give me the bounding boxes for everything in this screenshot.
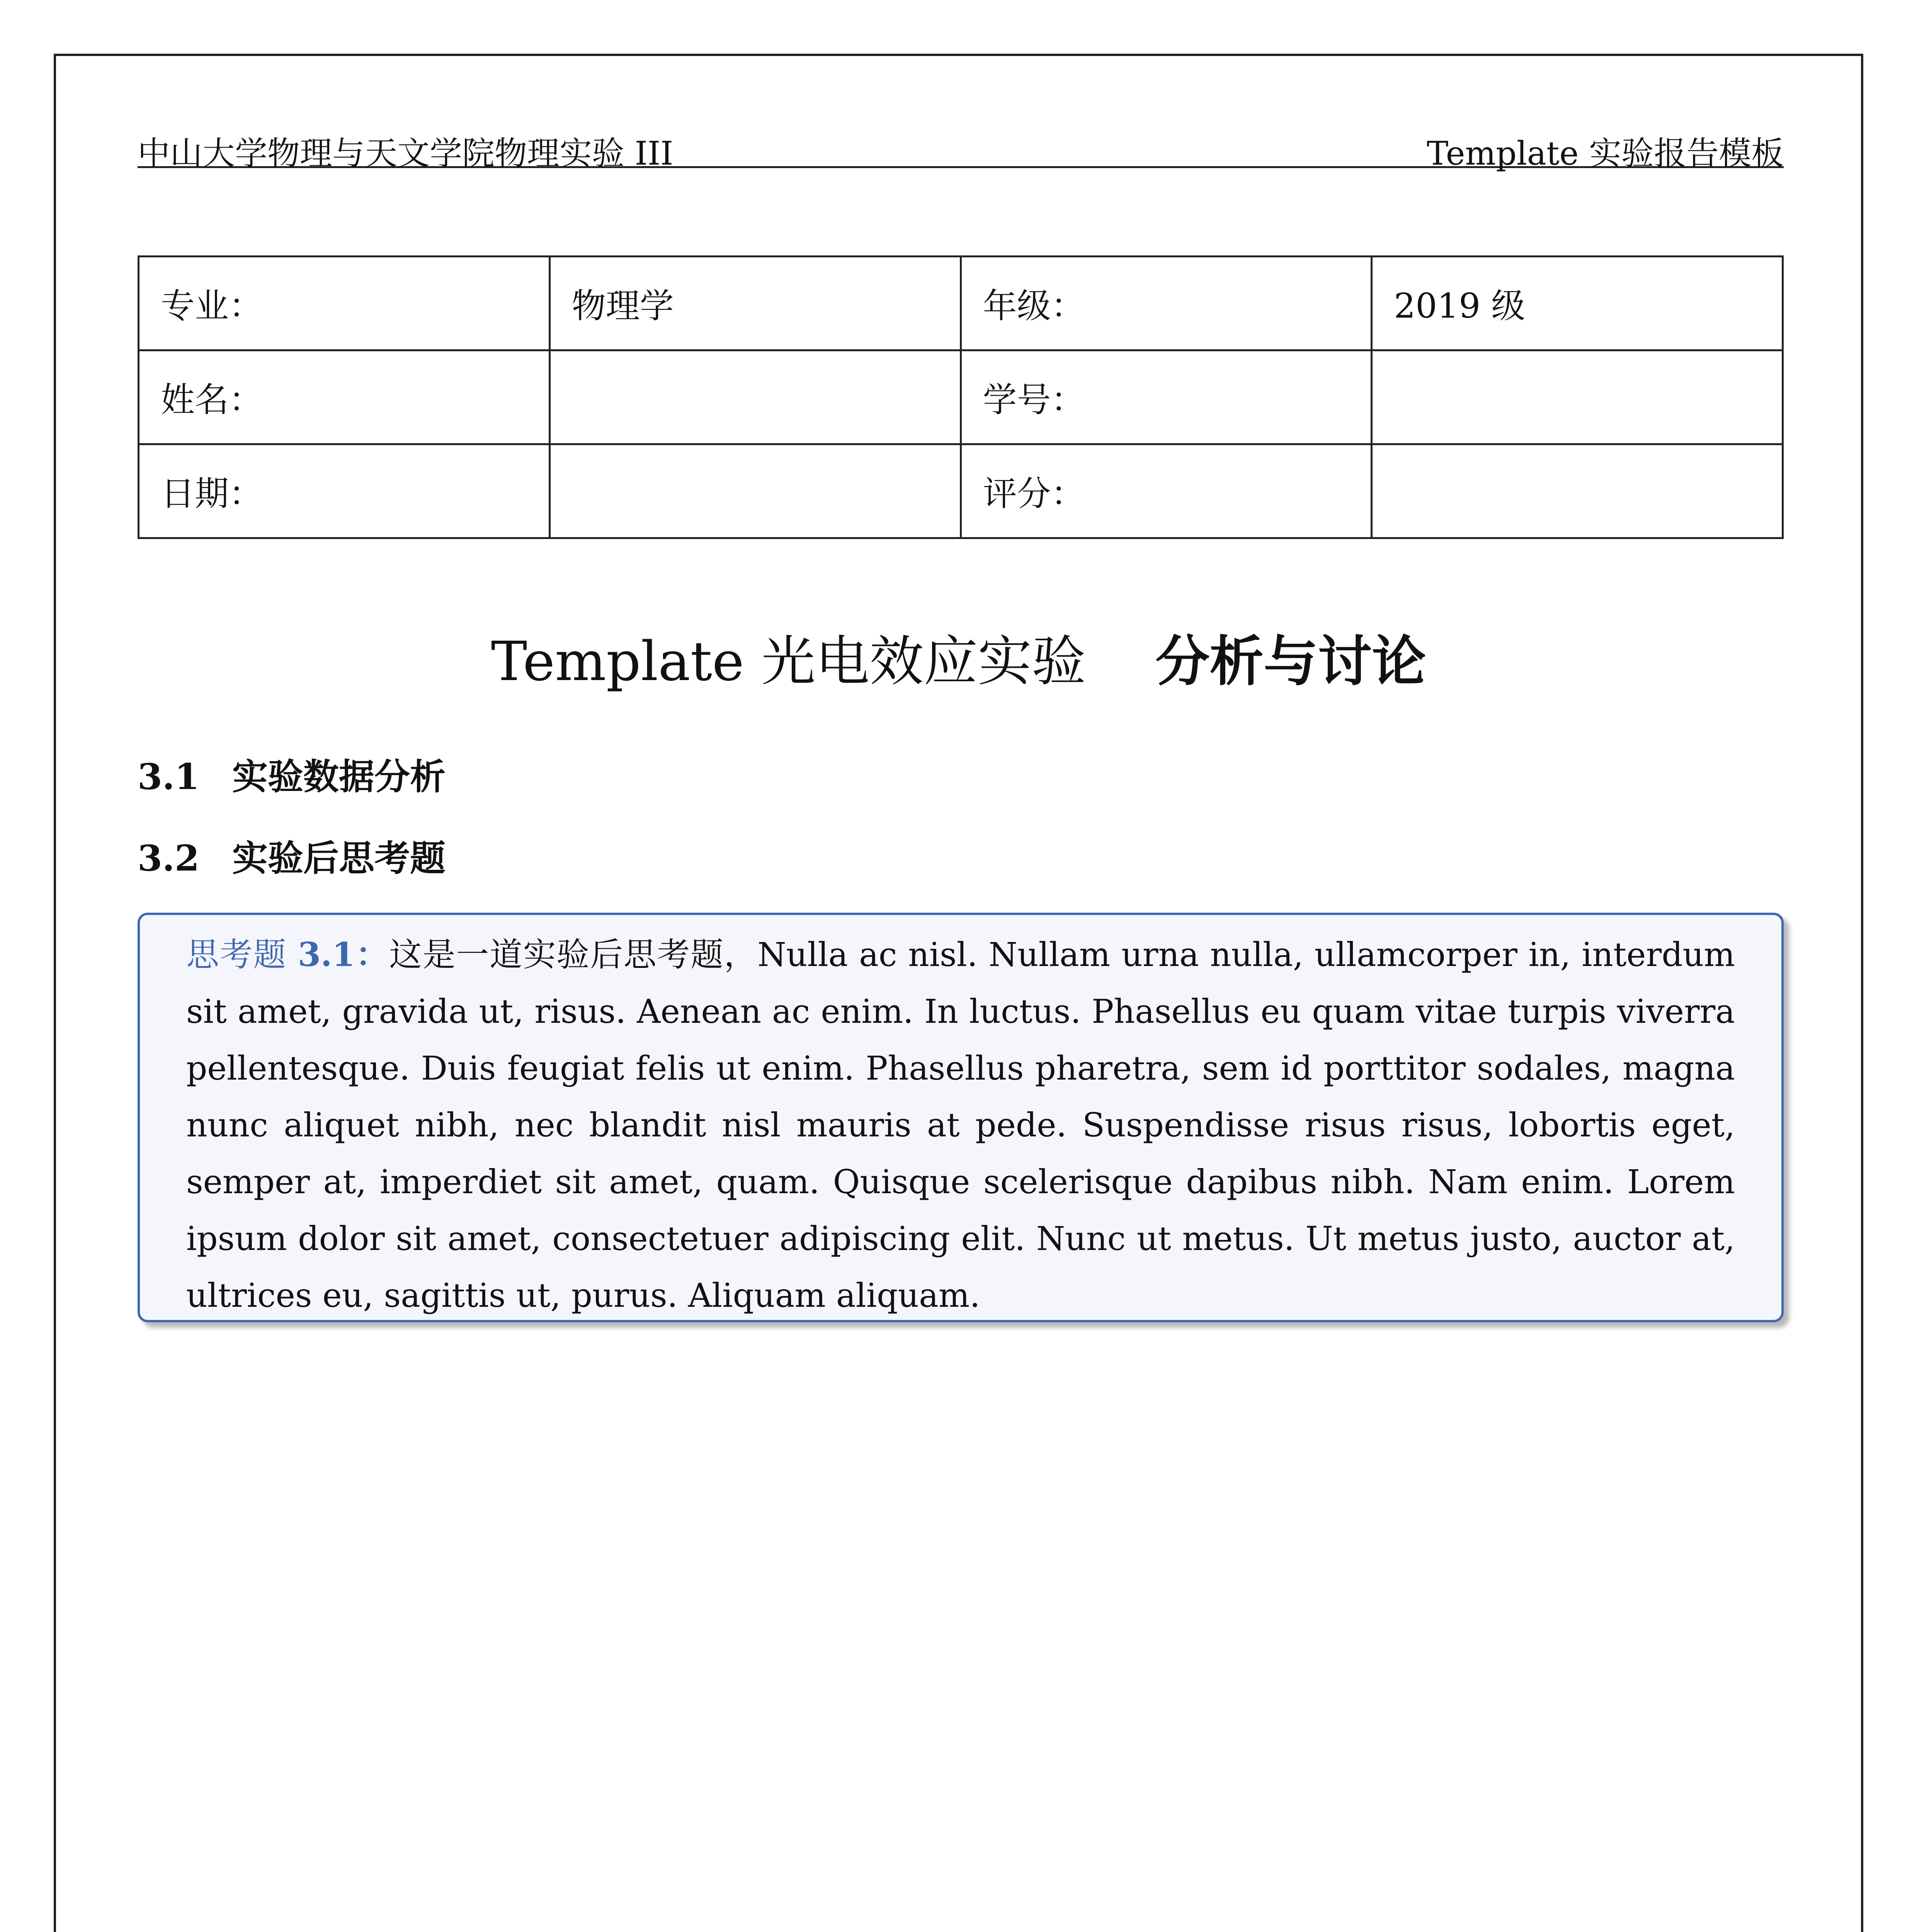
section-number: 3.1 <box>138 756 200 798</box>
title-main: Template 光电效应实验 <box>491 630 1086 693</box>
header-right: Template 实验报告模板 <box>1427 134 1784 172</box>
question-number: 3.1： <box>298 935 389 974</box>
table-cell-value <box>1372 350 1783 444</box>
section-title: 实验数据分析 <box>232 756 446 798</box>
table-cell-label: 专业： <box>139 257 550 350</box>
section-number: 3.2 <box>138 837 200 879</box>
page-header <box>138 128 1784 172</box>
document-title <box>0 618 1917 696</box>
question-text: 这是一道实验后思考题，Nulla ac nisl. Nullam urna nulla, ullamcorper in, interdum sit amet, gravida ut, risus. Aenean ac enim. In luctus. Phasellus eu quam vitae turpis viverra pellentesque. Duis feugiat felis ut enim. Phasellus pharetra, sem id porttitor sodales, magna nunc aliquet nibh, nec blandit nisl mauris at pede. Suspendisse risus risus, lobortis eget, semper at, imperdiet sit amet, quam. Quisque scelerisque dapibus nibh. Nam enim. Lorem ipsum dolor sit amet, consectetuer adipiscing elit. Nunc ut metus. Ut metus justo, auctor at, ultrices eu, sagittis ut, purus. Aliquam aliquam. <box>186 936 1735 1315</box>
title-part: 分析与讨论 <box>1155 630 1426 693</box>
section-heading <box>138 748 446 799</box>
table-cell-label: 评分： <box>961 444 1372 538</box>
section-heading <box>138 830 446 881</box>
table-cell-value <box>1372 444 1783 538</box>
table-cell-label: 学号： <box>961 350 1372 444</box>
table-row <box>139 444 1783 538</box>
table-cell-value <box>549 350 961 444</box>
table-cell-label: 年级： <box>961 257 1372 350</box>
question-label: 思考题 <box>186 936 287 974</box>
table-cell-label: 日期： <box>139 444 550 538</box>
table-cell-value <box>549 444 961 538</box>
table-row <box>139 350 1783 444</box>
table-cell-value: 物理学 <box>549 257 961 350</box>
info-table <box>138 255 1784 539</box>
question-box <box>138 913 1784 1322</box>
table-row <box>139 257 1783 350</box>
header-left: 中山大学物理与天文学院物理实验 III <box>138 134 674 172</box>
table-cell-value: 2019 级 <box>1372 257 1783 350</box>
table-cell-label: 姓名： <box>139 350 550 444</box>
section-title: 实验后思考题 <box>232 838 446 879</box>
